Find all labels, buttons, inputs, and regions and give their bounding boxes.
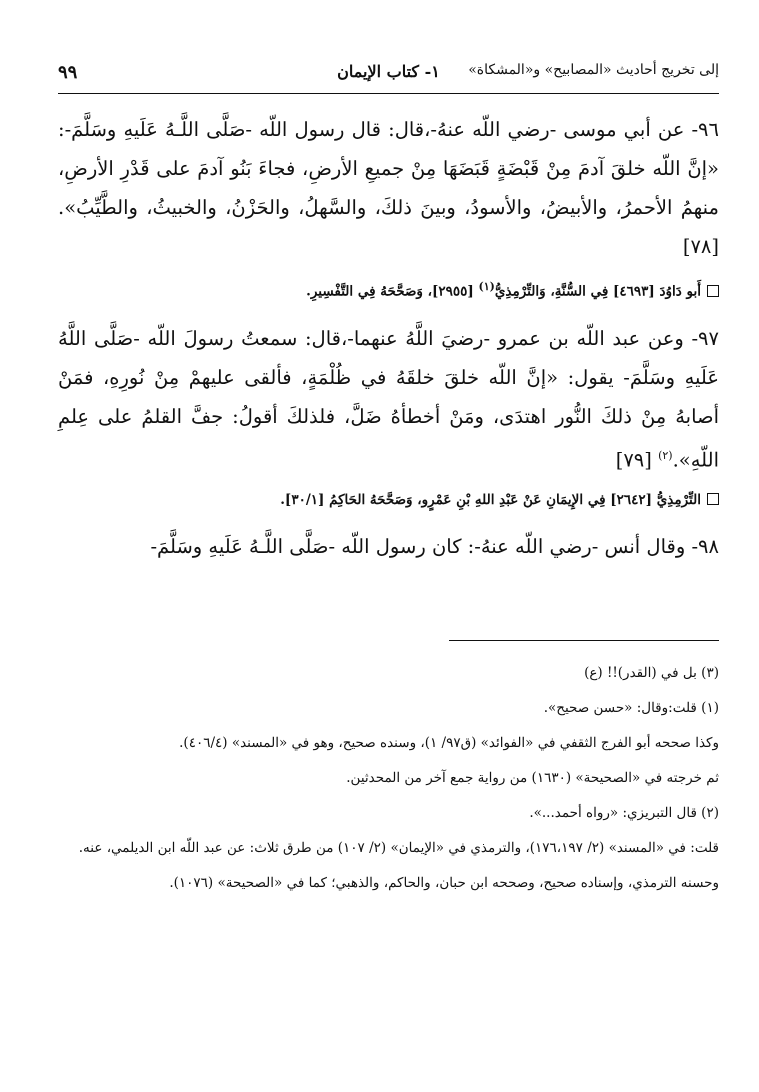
hadith-96: ٩٦- عن أبي موسى -رضي اللّه عنهُ-،قال: قال رسول اللّه -صَلَّى اللَّـهُ عَلَيهِ وسَلَّمَ-: «إنَّ اللّه خلقَ آدمَ مِنْ قَبْضَةٍ قَبَضَهَا مِنْ جميعِ الأرضِ، فجاءَ بَنُو آدمَ على قَدْرِ الأرضِ، منهمُ الأحمرُ، والأبيضُ، والأسودُ، وبينَ ذلكَ، والسَّهلُ، والحَزْنُ، والخبيثُ، والطَّيِّبُ».[٧٨]	[58, 118, 719, 258]
footnote-1-continued: وكذا صححه أبو الفرج الثقفي في «الفوائد» (ق٩٧/ ١)، وسنده صحيح، وهو في «المسند» (٤٠٦/٤).	[179, 735, 719, 751]
takhrij-97-text: التِّرْمِذِيُّ [٢٦٤٢] فِي الإِيمَانِ عَنْ عَبْدِ اللهِ بْنِ عَمْرٍو، وَصَحَّحَهُ الحَاكِمُ [٣٠/١].	[280, 492, 701, 508]
takhrij-96-text: أَبو دَاوُدَ [٤٦٩٣] فِي السُّنَّةِ، وَالتِّرْمِذِيُّ	[494, 283, 701, 300]
footnote-3: (٣) بل في (القدر)!! (ع)	[584, 665, 719, 681]
header-divider	[58, 93, 719, 94]
footnote-1: (١) قلت:وقال: «حسن صحيح».	[543, 700, 719, 716]
footnote-ref-2: (٢)	[658, 448, 673, 462]
main-text	[58, 110, 719, 566]
footnotes	[58, 662, 719, 894]
square-bullet-icon	[707, 285, 719, 297]
takhrij-97	[58, 487, 719, 513]
takhrij-96	[58, 274, 719, 305]
header-book-title: إلى تخريج أحاديث «المصابيح» و«المشكاة»	[468, 62, 719, 78]
hadith-98: ٩٨- وقال أنس -رضي اللّه عنهُ-: كان رسول اللّه -صَلَّى اللَّـهُ عَلَيهِ وسَلَّمَ-	[150, 535, 719, 558]
footnote-ref-1: (١)	[478, 280, 495, 293]
hadith-97-number: [٧٩]	[615, 448, 652, 471]
square-bullet-icon	[707, 493, 719, 505]
header-chapter-title: ١- كتاب الإيمان	[337, 62, 440, 81]
footnote-divider	[449, 640, 719, 641]
footnote-2: (٢) قال التبريزي: «رواه أحمد...».	[529, 805, 719, 821]
hadith-97-text: ٩٧- وعن عبد اللّه بن عمرو -رضيَ اللَّهُ عنهما-،قال: سمعتُ رسولَ اللّه -صَلَّى اللَّهُ عَلَيهِ وسَلَّمَ- يقول: «إنَّ اللّه خلقَ خلقَهُ في ظُلْمَةٍ، فألقى عليهمْ مِنْ نُورِهِ، فمَنْ أصابهُ مِنْ ذلكَ النُّور اهتدَى، ومَنْ أخطأهُ ضَلَّ، فلذلكَ أقولُ: جفَّ القلمُ على عِلمِ اللّهِ».	[58, 326, 719, 471]
page-number: ٩٩	[58, 62, 78, 83]
footnote-2-continued: قلت: في «المسند» (٢/ ١٧٦،١٩٧)، والترمذي في «الإيمان» (٢/ ١٠٧) من طرق ثلاث: عن عبد اللّه ابن الديلمي، عنه.	[78, 840, 719, 856]
footnote-2-continued: وحسنه الترمذي، وإسناده صحيح، وصححه ابن حبان، والحاكم، والذهبي؛ كما في «الصحيحة» (١٠٧٦).	[169, 875, 719, 891]
running-header	[58, 58, 719, 88]
hadith-97	[58, 319, 719, 480]
footnote-1-continued: ثم خرجته في «الصحيحة» (١٦٣٠) من رواية جمع آخر من المحدثين.	[346, 770, 719, 786]
takhrij-96-ref: [٢٩٥٥]، وَصَحَّحَهُ فِي التَّفْسِيرِ.	[306, 283, 474, 300]
